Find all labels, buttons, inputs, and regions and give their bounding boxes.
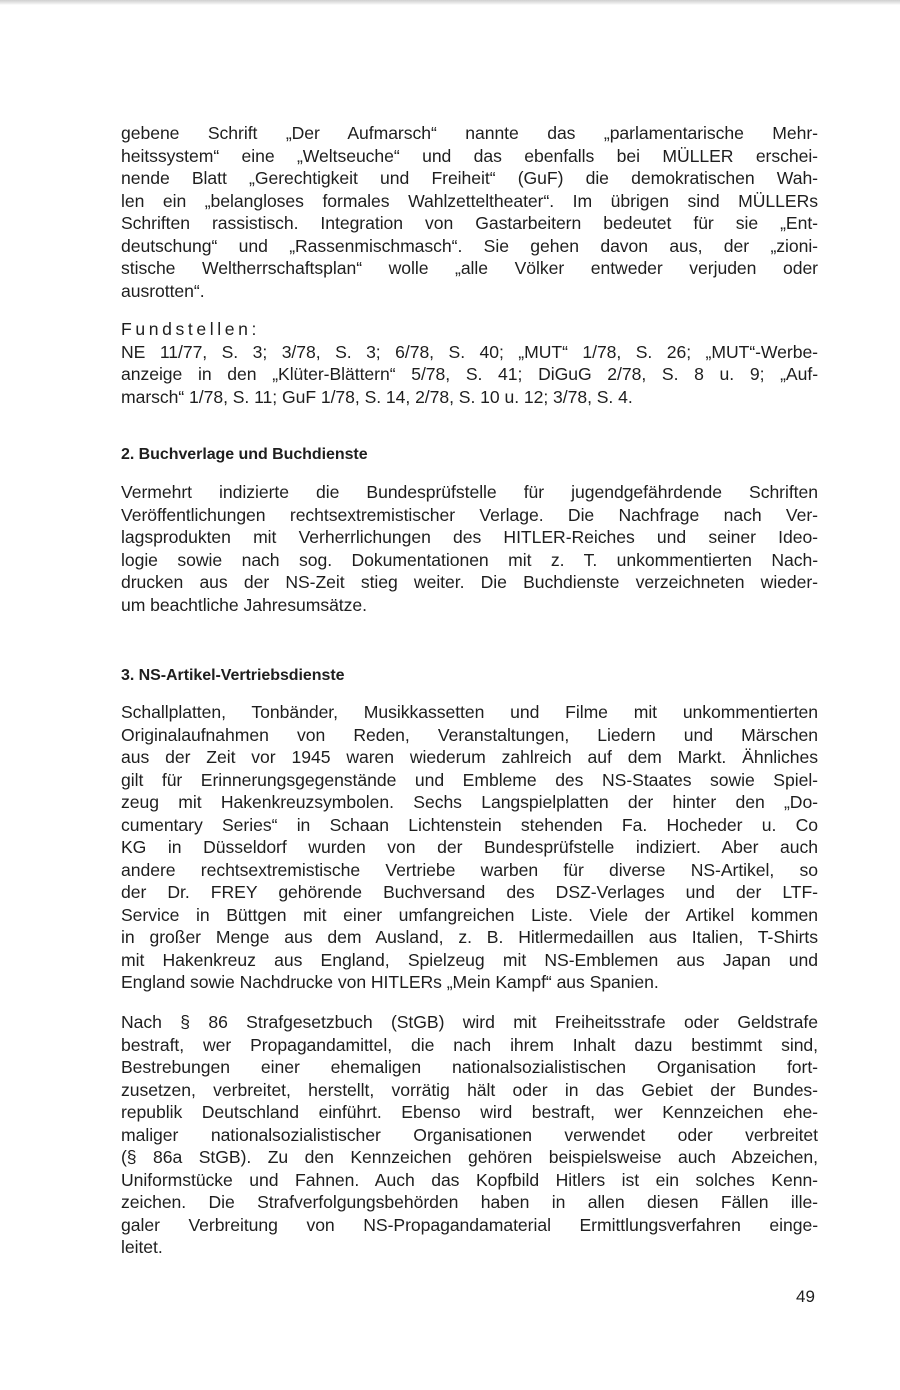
text-line: zeug mit Hakenkreuzsymbolen. Sechs Langspielplatten der hinter den „Do- — [121, 792, 818, 812]
text-line: England sowie Nachdrucke von HITLERs „Mein Kampf“ aus Spanien. — [121, 972, 659, 992]
sources-label: Fundstellen: — [121, 319, 261, 339]
text-line: Veröffentlichungen rechtsextremistischer Verlage. Die Nachfrage nach Ver- — [121, 504, 818, 525]
text-line: aus der Zeit vor 1945 waren wiederum zahlreich auf dem Markt. Ähnliches — [121, 747, 818, 767]
text-line: len ein „belangloses formales Wahlzetteltheater“. Im übrigen sind MÜLLERs — [121, 190, 818, 211]
section-3-paragraph-1 — [121, 701, 818, 994]
text-line: leitet. — [121, 1237, 163, 1257]
text-line: Service in Büttgen mit einer umfangreichen Liste. Viele der Artikel kommen — [121, 904, 818, 925]
text-line: zusetzen, verbreitet, herstellt, vorrätig hält oder in das Gebiet der Bundes- — [121, 1079, 818, 1100]
text-line: gilt für Erinnerungsgegenstände und Embleme des NS-Staates sowie Spiel- — [121, 769, 818, 790]
text-line: Schriften rassistisch. Integration von Gastarbeitern bedeutet für sie „Ent- — [121, 213, 818, 233]
text-line: cumentary Series“ in Schaan Lichtenstein stehenden Fa. Hocheder u. Co — [121, 814, 818, 835]
text-line: NE 11/77, S. 3; 3/78, S. 3; 6/78, S. 40; „MUT“ 1/78, S. 26; „MUT“-Werbe- — [121, 341, 818, 362]
text-line: Uniformstücke und Fahnen. Auch das Kopfbild Hitlers ist ein solches Kenn- — [121, 1169, 818, 1190]
text-line: lagsprodukten mit Verherrlichungen des HITLER-Reiches und seiner Ideo- — [121, 527, 818, 547]
section-3 — [121, 665, 818, 687]
continuation-paragraph — [121, 122, 818, 302]
text-line: Originalaufnahmen von Reden, Veranstaltungen, Liedern und Märschen — [121, 724, 818, 745]
section-heading: 3. NS-Artikel-Vertriebsdienste — [121, 667, 345, 684]
text-line: andere rechtsextremistische Vertriebe warben für diverse NS-Artikel, so — [121, 859, 818, 880]
text-line: mit Hakenkreuz aus England, Spielzeug mit NS-Emblemen aus Japan und — [121, 949, 818, 970]
section-2-paragraph — [121, 481, 818, 616]
section-heading: 2. Buchverlage und Buchdienste — [121, 446, 368, 463]
text-line: Schallplatten, Tonbänder, Musikkassetten und Filme mit unkommentierten — [121, 702, 818, 722]
text-line: gebene Schrift „Der Aufmarsch“ nannte das „parlamentarische Mehr- — [121, 123, 818, 143]
text-line: nende Blatt „Gerechtigkeit und Freiheit“ (GuF) die demokratischen Wah- — [121, 168, 818, 188]
text-line: heitssystem“ eine „Weltseuche“ und das ebenfalls bei MÜLLER erschei- — [121, 145, 818, 166]
text-line: drucken aus der NS-Zeit stieg weiter. Die Buchdienste verzeichneten wieder- — [121, 572, 818, 592]
text-line: republik Deutschland einführt. Ebenso wird bestraft, wer Kennzeichen ehe- — [121, 1102, 818, 1122]
text-line: stische Weltherrschaftsplan“ wolle „alle Völker entweder verjuden oder — [121, 258, 818, 278]
text-line: zeichen. Die Strafverfolgungsbehörden haben in allen diesen Fällen ille- — [121, 1192, 818, 1212]
text-line: maliger nationalsozialistischer Organisationen verwendet oder verbreitet — [121, 1124, 818, 1145]
sources-block — [121, 318, 818, 408]
text-line: marsch“ 1/78, S. 11; GuF 1/78, S. 14, 2/78, S. 10 u. 12; 3/78, S. 4. — [121, 386, 633, 407]
text-line: Nach § 86 Strafgesetzbuch (StGB) wird mit Freiheitsstrafe oder Geldstrafe — [121, 1012, 818, 1032]
text-line: KG in Düsseldorf wurden von der Bundesprüfstelle indiziert. Aber auch — [121, 837, 818, 857]
text-line: in großer Menge aus dem Ausland, z. B. Hitlermedaillen aus Italien, T-Shirts — [121, 927, 818, 947]
text-line: Bestrebungen einer ehemaligen nationalsozialistischen Organisation fort- — [121, 1057, 818, 1077]
text-line: um beachtliche Jahresumsätze. — [121, 594, 367, 615]
section-3-paragraph-2 — [121, 1011, 818, 1259]
text-line: ausrotten“. — [121, 280, 205, 301]
text-line: anzeige in den „Klüter-Blättern“ 5/78, S. 41; DiGuG 2/78, S. 8 u. 9; „Auf- — [121, 364, 818, 384]
text-line: logie sowie nach sog. Dokumentationen mit z. T. unkommentierten Nach- — [121, 549, 818, 570]
text-line: deutschung“ und „Rassenmischmasch“. Sie gehen davon aus, der „zioni- — [121, 235, 818, 256]
text-line: bestraft, wer Propagandamittel, die nach ihrem Inhalt dazu bestimmt sind, — [121, 1034, 818, 1055]
text-line: der Dr. FREY gehörende Buchversand des DSZ-Verlages und der LTF- — [121, 882, 818, 902]
scan-edge-artifact — [0, 0, 900, 5]
text-line: (§ 86a StGB). Zu den Kennzeichen gehören beispielsweise auch Abzeichen, — [121, 1147, 818, 1167]
text-line: galer Verbreitung von NS-Propagandamaterial Ermittlungsverfahren einge- — [121, 1214, 818, 1235]
page-number: 49 — [796, 1287, 815, 1306]
text-line: Vermehrt indizierte die Bundesprüfstelle für jugendgefährdende Schriften — [121, 482, 818, 502]
section-2 — [121, 444, 818, 466]
